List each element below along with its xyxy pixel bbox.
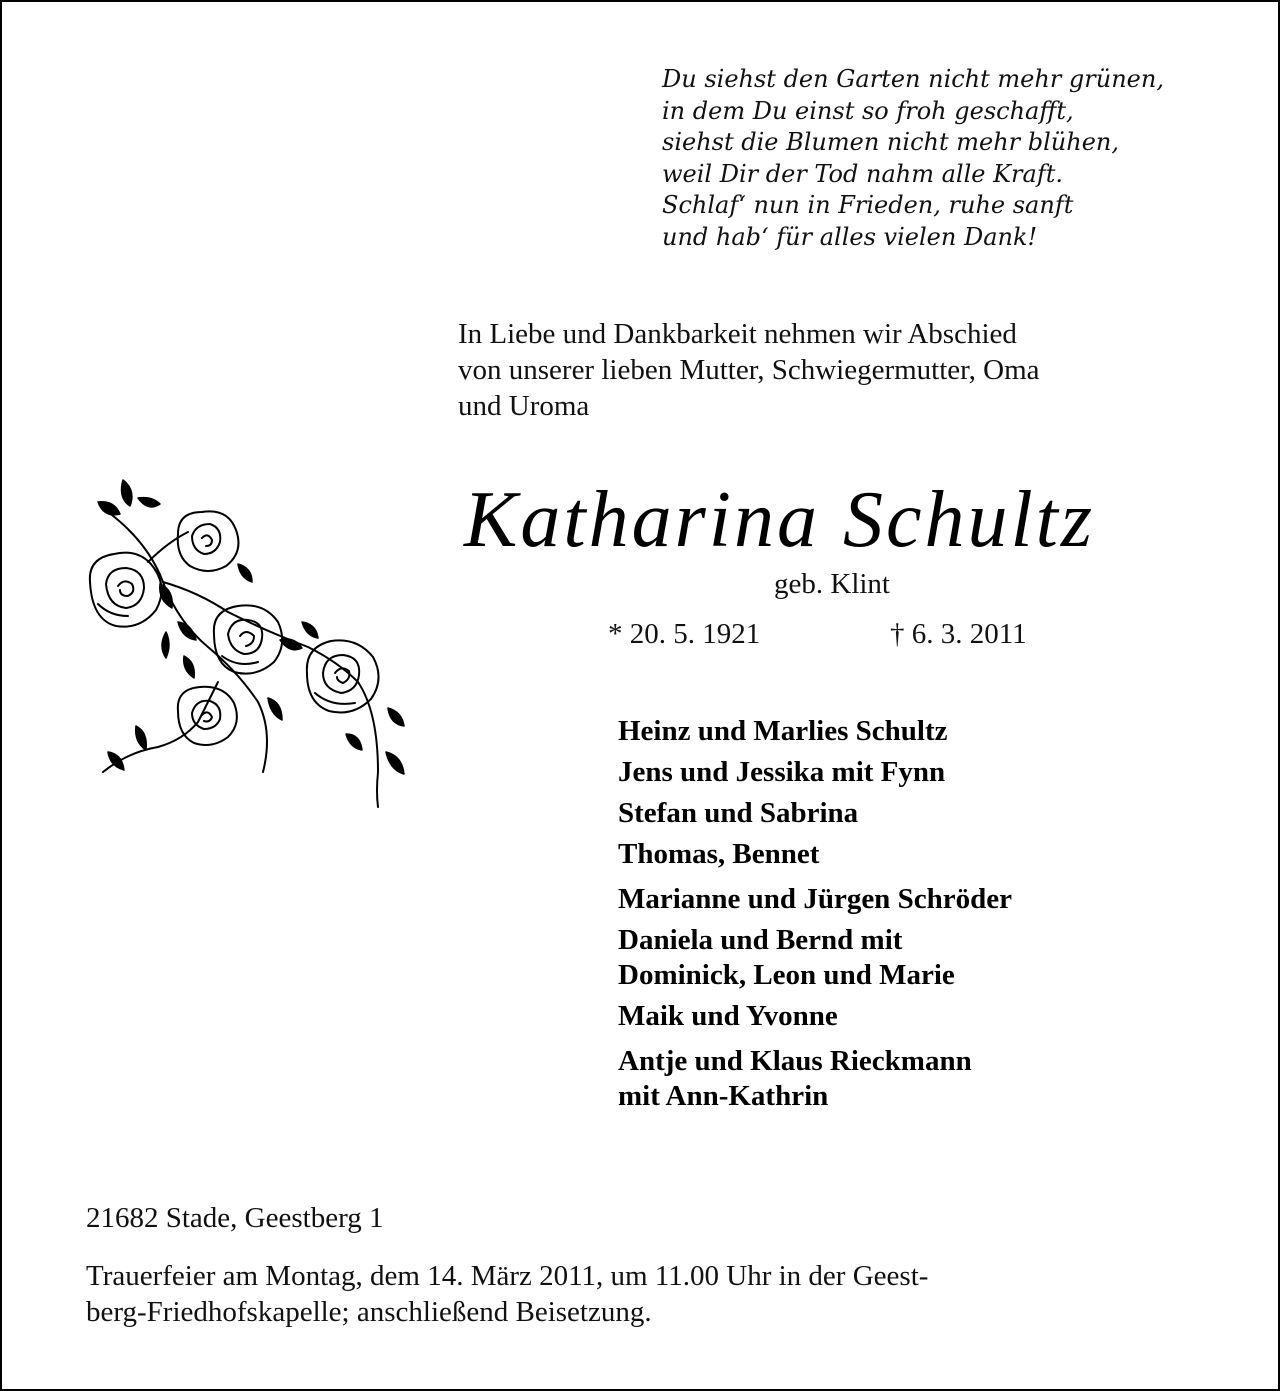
mourner-line: Jens und Jessika mit Fynn (618, 756, 946, 788)
mourner-line: mit Ann-Kathrin (618, 1080, 829, 1112)
mourner-line: Marianne und Jürgen Schröder (618, 883, 1012, 915)
intro-text (458, 316, 1238, 424)
funeral-details-line: berg-Friedhofskapelle; anschließend Beisetzung. (86, 1296, 652, 1328)
mourner-line: Dominick, Leon und Marie (618, 959, 955, 991)
rose (214, 605, 282, 673)
roses-illustration-icon (88, 472, 418, 812)
rose-stem (163, 582, 378, 807)
poem-line: Du siehst den Garten nicht mehr grünen, (662, 65, 1164, 93)
address: 21682 Stade, Geestberg 1 (86, 1202, 384, 1234)
poem-line: weil Dir der Tod nahm alle Kraft. (662, 159, 1063, 188)
family-group (618, 714, 1012, 872)
deceased-name: Katharina Schultz (464, 476, 1096, 564)
mourner-line: Antje und Klaus Rieckmann (618, 1045, 972, 1077)
intro-line: von unserer lieben Mutter, Schwiegermutter, Oma (458, 354, 1040, 386)
funeral-details (86, 1258, 928, 1330)
family-group (618, 882, 1012, 1034)
intro-line: und Uroma (458, 390, 590, 422)
mourner-line: Stefan und Sabrina (618, 797, 859, 829)
mourner-line: Thomas, Bennet (618, 838, 820, 870)
maiden-name: geb. Klint (774, 568, 890, 600)
mourner-line: Daniela und Bernd mit (618, 924, 903, 956)
death-date: † 6. 3. 2011 (890, 618, 1027, 650)
poem-line: und hab‘ für alles vielen Dank! (662, 222, 1038, 251)
funeral-details-line: Trauerfeier am Montag, dem 14. März 2011, um 11.00 Uhr in der Geest- (86, 1260, 929, 1292)
intro-line: In Liebe und Dankbarkeit nehmen wir Abschied (458, 318, 1017, 350)
rose (178, 511, 239, 571)
poem-line: Schlaf‘ nun in Frieden, ruhe sanft (662, 191, 1074, 219)
family-group (618, 1044, 1012, 1114)
rose (90, 553, 162, 627)
mourner-line: Heinz und Marlies Schultz (618, 715, 948, 747)
poem (662, 64, 1164, 253)
rose (178, 687, 237, 745)
mourner-line: Maik und Yvonne (618, 1000, 838, 1032)
birth-date: * 20. 5. 1921 (608, 618, 761, 650)
poem-line: siehst die Blumen nicht mehr blühen, (662, 128, 1119, 156)
poem-line: in dem Du einst so froh geschafft, (662, 96, 1074, 125)
mourners-list (618, 714, 1012, 1124)
rose-leaves (98, 480, 404, 774)
